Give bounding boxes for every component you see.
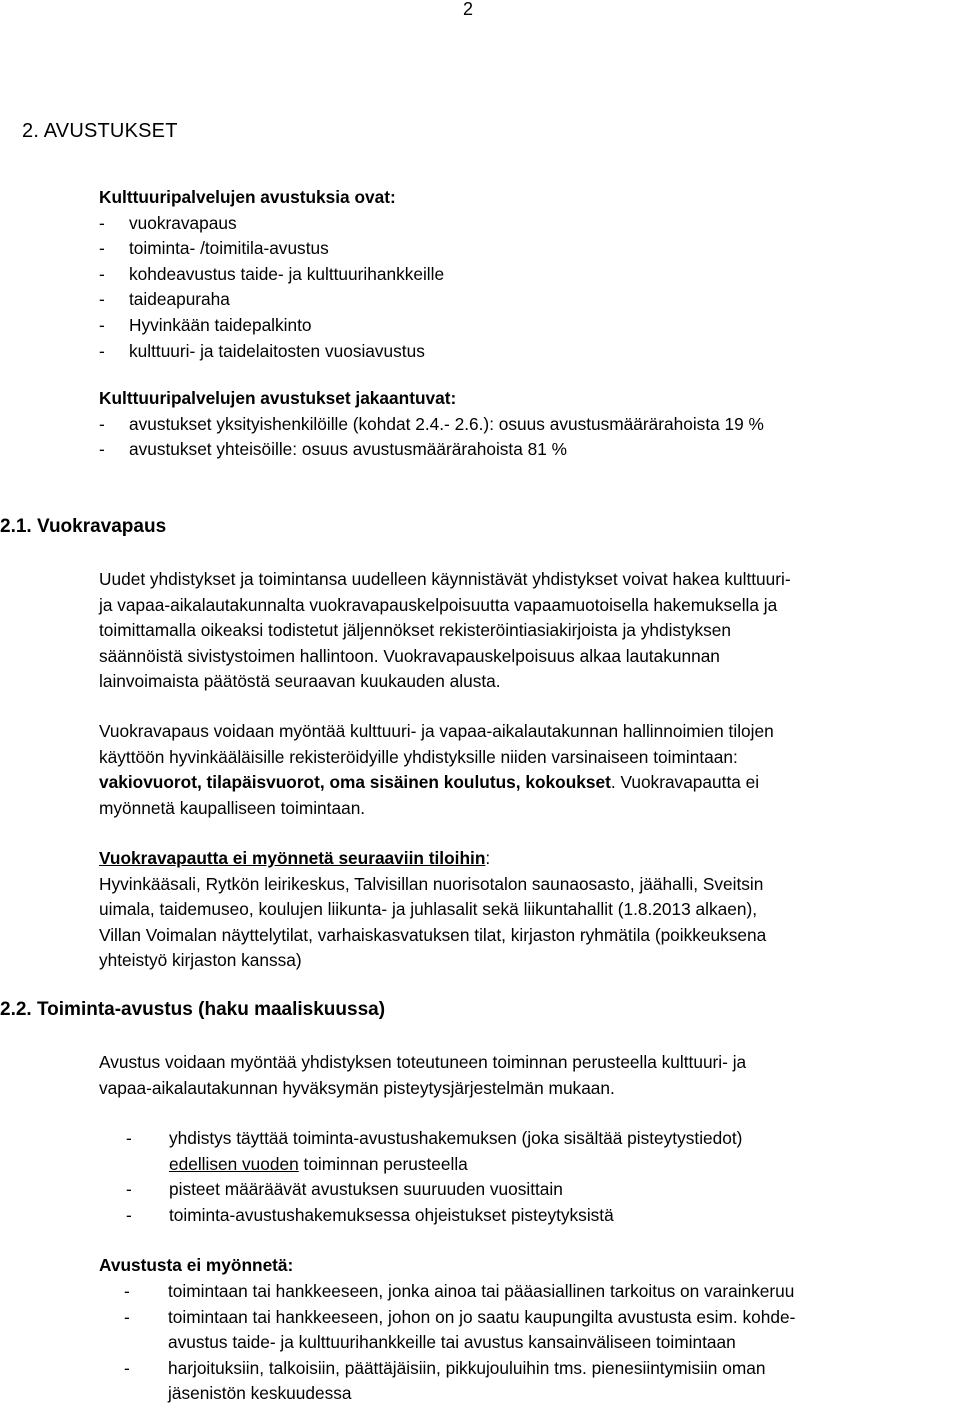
grants-list-heading: Kulttuuripalvelujen avustuksia ovat: xyxy=(99,187,396,207)
list-item: - avustukset yhteisöille: osuus avustusmäärärahoista 81 % xyxy=(99,439,568,460)
grants-list xyxy=(99,185,444,364)
list-item: - toiminta- /toimitila-avustus xyxy=(99,238,329,259)
list-item: - kohdeavustus taide- ja kulttuurihankkeille xyxy=(99,263,445,284)
list-item: - toimintaan tai hankkeeseen, johon on jo saatu kaupungilta avustusta esim. kohde- xyxy=(124,1306,796,1327)
list-item: - vuokravapaus xyxy=(99,212,237,233)
list-item: - toimintaan tai hankkeeseen, jonka ainoa tai pääasiallinen tarkoitus on varainkeruu xyxy=(124,1281,795,1301)
not-granted-list xyxy=(124,1279,795,1407)
list-item: - Hyvinkään taidepalkinto xyxy=(99,314,312,335)
section-2-1-title: 2.1. Vuokravapaus xyxy=(0,516,167,537)
section-2-1-para1: Uudet yhdistykset ja toimintansa uudelleen käynnistävät yhdistykset voivat hakea kulttuuri- ja vapaa-aikalautakunnalta vuokravapauskelpoisuutta vapaamuotoisella hakemuksella ja toimittamalla oikeaksi todistetut jäljennökset rekisteröintiasiakirjoista ja yhdistyksen säännöistä sivistystoimen hallintoon. Vuokravapauskelpoisuus alkaa lautakunnan lainvoimaista päätöstä seuraavan kuukauden alusta. xyxy=(99,569,791,692)
list-item: - taideapuraha xyxy=(99,289,230,310)
section-2-2-title: 2.2. Toiminta-avustus (haku maaliskuussa) xyxy=(0,999,386,1020)
not-granted-heading: Avustusta ei myönnetä: xyxy=(99,1255,294,1275)
section-2-2-bullets xyxy=(126,1126,742,1228)
list-item: - yhdistys täyttää toiminta-avustushakemuksen (joka sisältää pisteytystiedot) xyxy=(126,1128,743,1148)
section-2-2-intro: Avustus voidaan myöntää yhdistyksen toteutuneen toiminnan perusteella kulttuuri- ja vapaa-aikalautakunnan hyväksymän pisteytysjärjestelmän mukaan. xyxy=(99,1052,747,1098)
list-item: - harjoituksiin, talkoisiin, päättäjäisiin, pikkujouluihin tms. pienesiintymisiin oman xyxy=(124,1357,766,1378)
bold-usage-list: vakiovuorot, tilapäisvuorot, oma sisäinen koulutus, kokoukset xyxy=(99,772,611,793)
distribution-heading: Kulttuuripalvelujen avustukset jakaantuvat: xyxy=(99,388,457,408)
exclusion-heading: Vuokravapautta ei myönnetä seuraaviin tiloihin xyxy=(99,848,486,868)
not-granted xyxy=(99,1253,293,1279)
list-item: - toiminta-avustushakemuksessa ohjeistukset pisteytyksistä xyxy=(126,1204,614,1225)
section-2-1-para2: Vuokravapaus voidaan myöntää kulttuuri- ja vapaa-aikalautakunnan hallinnoimien tilojen käyttöön hyvinkääläisille rekisteröidyille yhdistyksille niiden varsinaiseen toimintaan: vakiovuorot, tilapäisvuorot, oma sisäinen koulutus, kokoukset. Vuokravapautta ei myönnetä kaupalliseen toimintaan. xyxy=(99,721,774,818)
underlined-phrase: edellisen vuoden xyxy=(169,1153,299,1174)
exclusions: Vuokravapautta ei myönnetä seuraaviin tiloihin: Hyvinkääsali, Rytkön leirikeskus, Talvisillan nuorisotalon saunaosasto, jäähalli, Sveitsin uimala, taidemuseo, koulujen liikunta- ja juhlasalit sekä liikuntahallit (1.8.2013 alkaen), Villan Voimalan näyttelytilat, varhaiskasvatuksen tilat, kirjaston ryhmätila (poikkeuksena yhteistyö kirjaston kanssa) xyxy=(99,848,767,971)
section-title: 2. AVUSTUKSET xyxy=(22,120,178,142)
page-number: 2 xyxy=(463,0,474,19)
list-item-continued: avustus taide- ja kulttuurihankkeille tai avustus kansainväliseen toimintaan xyxy=(168,1332,736,1353)
list-item: - pisteet määräävät avustuksen suuruuden vuosittain xyxy=(126,1179,563,1200)
list-item: - avustukset yksityishenkilöille (kohdat 2.4.- 2.6.): osuus avustusmäärärahoista 19 % xyxy=(99,413,764,434)
list-item-continued: jäsenistön keskuudessa xyxy=(168,1383,352,1404)
list-item: - kulttuuri- ja taidelaitosten vuosiavustus xyxy=(99,340,425,361)
list-item-continued: edellisen vuoden toiminnan perusteella xyxy=(169,1153,468,1174)
distribution-list xyxy=(99,386,764,463)
